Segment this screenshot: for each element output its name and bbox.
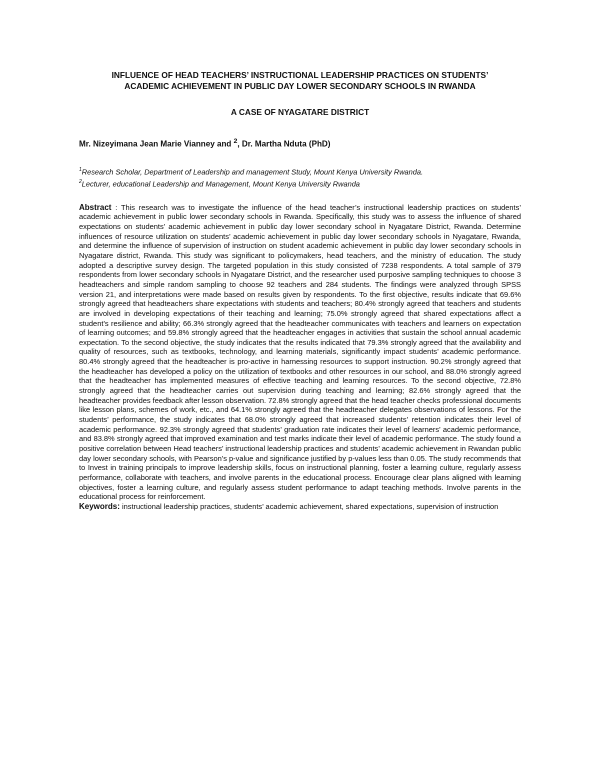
abstract-body: This research was to investigate the influence of the head teacher’s instructional leadership practices on students’ academic achievement in public lower secondary schools in Rwanda. Specifically, this study was to assess the influence of shared expectations on students’ academic achievement in public day lower secondary school in Nyagatare District, Rwanda. Determine influences of resource utilization on students’ academic achievement in public day lower secondary schools in Nyagatare, Rwanda, and determine the influence of supervision of instruction on student academic achievement in public day lower secondary schools in Nyagatare district, Rwanda. This study was significant to policymakers, head teachers, and the ministry of education. The study adopted a descriptive survey design. The targeted population in this study consisted of 7238 respondents. A total sample of 379 respondents from lower secondary schools in Nyagatare District, and the researcher used purposive sampling techniques to choose 3 headteachers and simple random sampling to choose 92 teachers and 284 students. The findings were analyzed through SPSS version 21, and interpretations were made based on results given by respondents. To the first objective, results indicate that 69.6% strongly agreed that headteachers share expectations with students and teachers; 80.4% strongly agreed that teachers and students are involved in developing expectations of their teaching and learning; 75.0% strongly agreed that shared expectations affect a student’s resilience and ability; 66.3% strongly agreed that the headteacher communicates with teachers and learners on expectation of learning outcomes; and 59.8% strongly agreed that the headteacher engages in activities that sustain the school annual academic expectation. To the second objective, the study indicates that the results indicated that 79.3% strongly agreed that the availability and quality of resources, such as textbooks, technology, and learning materials, significantly impact students’ academic performance. 80.4% strongly agreed that the headteacher is pro-active in harnessing resources to support instruction. 90.2% strongly agreed that the headteacher has developed a policy on the utilization of textbooks and other resources in our school, and 88.0% strongly agreed that the headteacher has implemented measures of effective teaching and learning resources. To the second objective, 72.8% strongly agreed that the headteacher carries out supervision during teaching and learning; 82.6% strongly agreed that the headteacher provides feedback after lesson observation. 72.8% strongly agreed that the head teacher checks professional documents like lesson plans, schemes of work, etc., and 64.1% strongly agreed that the headteacher delegates observations of lessons. For the students’ performance, the study indicates that 68.0% strongly agreed that increased students’ retention indicates their level of academic performance. 92.3% strongly agreed that students’ graduation rate indicates their level of learners’ academic performance, and 83.8% strongly agreed that improved examination and test marks indicate their level of academic performance. The study found a positive correlation between Head teachers’ instructional leadership practices and students’ academic achievement in Rwandan public day lower secondary schools, with Pearson’s p-value and significance justified by p-values less than 0.05. The study recommends that to Invest in training principals to improve leadership skills, focus on instructional planning, foster a learning culture, regularly assess performance, collaborate with teachers, and involve parents in the educational process. Encourage clear plans aligned with learning objectives, foster a learning culture, and regularly assess student performance to adapt teaching methods. Involve parents in the educational process for reinforcement. (79, 202, 521, 502)
affiliation-1-number: 1 (79, 166, 82, 173)
author-sup: 2 (233, 138, 238, 145)
author-1: Mr. Nizeyimana Jean Marie Vianney and (79, 139, 232, 149)
affiliation-1-text: Research Scholar, Department of Leadership and management Study, Mount Kenya University Rwanda. (81, 167, 424, 177)
affiliation-1 (79, 165, 521, 177)
keywords-label: Keywords: (79, 501, 120, 511)
title-line-1: INFLUENCE OF HEAD TEACHERS’ INSTRUCTIONAL LEADERSHIP PRACTICES ON STUDENTS’ (111, 70, 489, 80)
affiliation-2-text: Lecturer, educational Leadership and Management, Mount Kenya University Rwanda (81, 179, 360, 189)
abstract-paragraph (79, 203, 521, 502)
author-2: Dr. Martha Nduta (PhD) (241, 139, 331, 149)
author-separator: , (237, 139, 240, 149)
title-line-2: ACADEMIC ACHIEVEMENT IN PUBLIC DAY LOWER SECONDARY SCHOOLS IN RWANDA (124, 80, 476, 91)
keywords-text: instructional leadership practices, students’ academic achievement, shared expectations, supervision of instruction (119, 501, 499, 511)
abstract-separator: : (111, 202, 121, 212)
affiliation-2-number: 2 (79, 179, 82, 186)
affiliation-2 (79, 177, 521, 189)
affiliations (79, 165, 521, 190)
paper-subtitle: A CASE OF NYAGATARE DISTRICT (230, 107, 370, 117)
paper-title (79, 70, 521, 91)
abstract-label: Abstract (79, 202, 112, 212)
keywords-paragraph (79, 502, 521, 512)
author-line (79, 138, 521, 149)
